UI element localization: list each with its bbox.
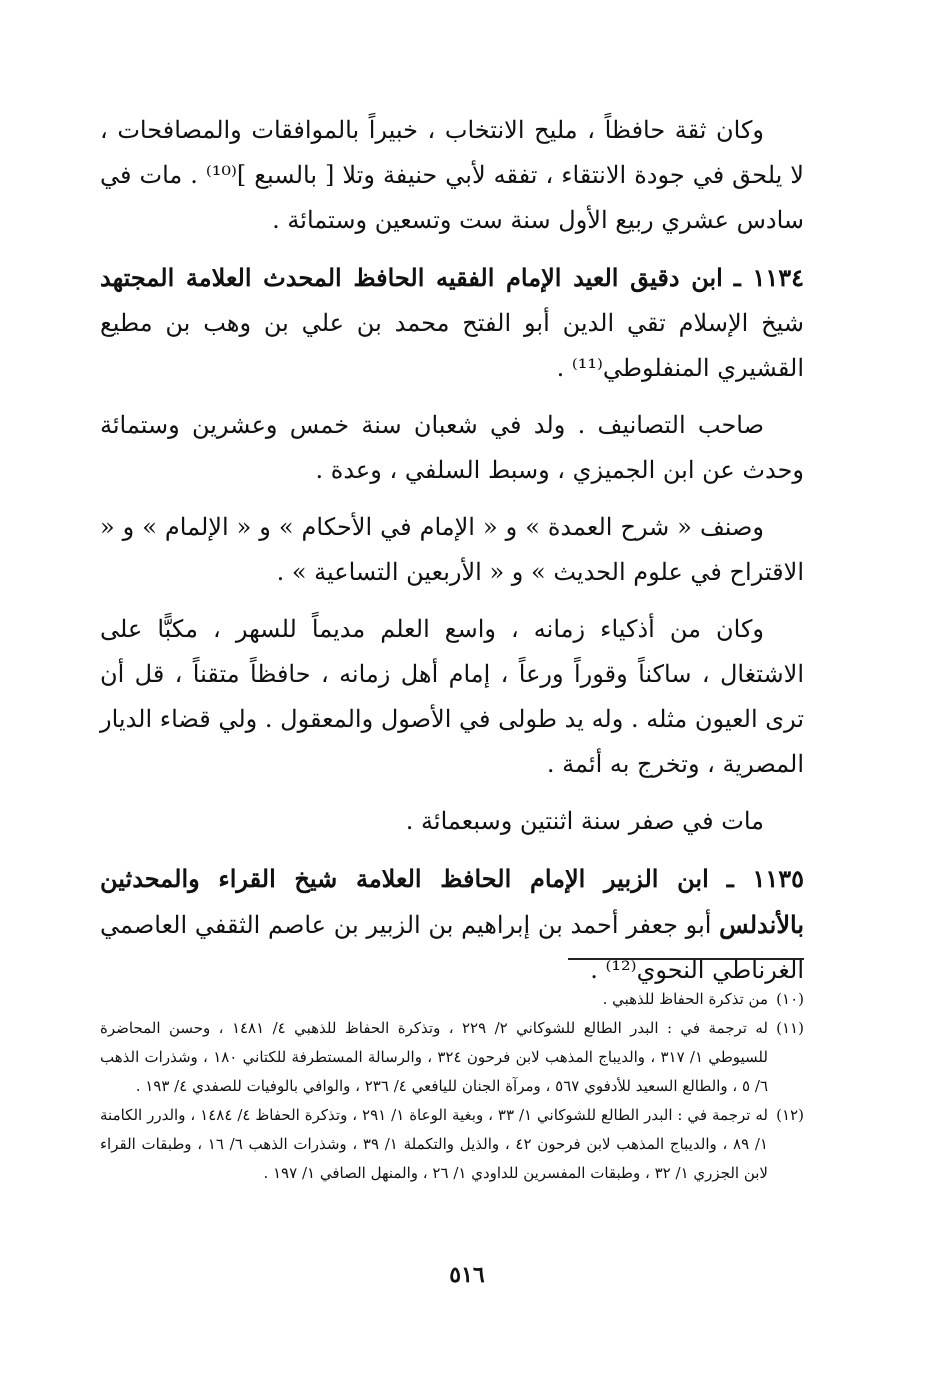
paragraph-1134-character: وكان من أذكياء زمانه ، واسع العلم مديماً للسهر ، مكبًّا على الاشتغال ، ساكناً وقوراً ورعاً ، إمام أهل زمانه ، حافظاً متقناً ، قل أن ترى العيون مثله . وله يد طولى في الأصول والمعقول . ولي قضاء الديار المصرية ، وتخرج به أئمة .	[100, 615, 805, 778]
paragraph-1134-writings: وصنف « شرح العمدة » و « الإمام في الأحكام » و « الإلمام » و « الاقتراح في علوم الحديث » و « الأربعين التساعية » .	[100, 513, 804, 586]
footnote-separator	[568, 958, 804, 960]
footnote-10-mark: (١٠)	[776, 990, 804, 1008]
footnote-12-text: له ترجمة في : البدر الطالع للشوكاني ١/ ٣٣ ، وبغية الوعاة ١/ ٢٩١ ، وتذكرة الحفاظ ٤/ ١٤٨٤ ، والدرر الكامنة ١/ ٨٩ ، والديباج المذهب لابن فرحون ٤٢ ، والذيل والتكملة ١/ ٣٩ ، وشذرات الذهب ٦/ ١٦ ، وطبقات القراء لابن الجزري ١/ ٣٢ ، وطبقات المفسرين للداودي ١/ ٢٦ ، والمنهل الصافي ١/ ١٩٧ .	[100, 1106, 768, 1182]
page-number: ٥١٦	[449, 1262, 485, 1288]
page-body	[100, 108, 804, 1005]
footnote-11-mark: (١١)	[776, 1019, 804, 1037]
entry-1134	[100, 255, 804, 391]
entry-1135-rest: أبو جعفر أحمد بن إبراهيم بن الزبير بن عاصم الثقفي العاصمي الغرناطي النحوي⁽¹²⁾ .	[100, 911, 804, 984]
entry-1134-number: ١١٣٤ ـ	[733, 263, 804, 292]
entry-1135-number: ١١٣٥ ـ	[726, 864, 805, 893]
paragraph-intro: وكان ثقة حافظاً ، مليح الانتخاب ، خبيراً بالموافقات والمصافحات ، لا يلحق في جودة الانتقاء ، تفقه لأبي حنيفة وتلا [ بالسبع ]⁽¹⁰⁾ . مات في سادس عشري ربيع الأول سنة ست وتسعين وستمائة .	[100, 116, 804, 234]
entry-1135	[100, 856, 804, 993]
paragraph-1134-death: مات في صفر سنة اثنتين وسبعمائة .	[405, 807, 764, 835]
paragraph-1134-works-birth: صاحب التصانيف . ولد في شعبان سنة خمس وعشرين وستمائة وحدث عن ابن الجميزي ، وسبط السلفي ، وعدة .	[100, 411, 804, 484]
footnotes	[100, 985, 804, 1188]
footnote-12	[100, 1101, 804, 1188]
footnote-10	[100, 985, 804, 1014]
entry-1135-heading: ابن الزبير الإمام الحافظ العلامة شيخ القراء والمحدثين بالأندلس	[100, 864, 804, 939]
entry-1134-rest: شيخ الإسلام تقي الدين أبو الفتح محمد بن علي بن وهب بن مطيع القشيري المنفلوطي⁽¹¹⁾ .	[100, 309, 804, 382]
entry-1134-heading: ابن دقيق العيد الإمام الفقيه الحافظ المحدث العلامة المجتهد	[100, 263, 723, 292]
footnote-11	[100, 1014, 804, 1101]
footnote-12-mark: (١٢)	[776, 1106, 804, 1124]
footnote-10-text: من تذكرة الحفاظ للذهبي .	[602, 990, 768, 1008]
footnote-11-text: له ترجمة في : البدر الطالع للشوكاني ٢/ ٢٢٩ ، وتذكرة الحفاظ للذهبي ٤/ ١٤٨١ ، وحسن المحاضرة للسيوطي ١/ ٣١٧ ، والديباج المذهب لابن فرحون ٣٢٤ ، والرسالة المستطرفة للكتاني ١٨٠ ، وشذرات الذهب ٦/ ٥ ، والطالع السعيد للأدفوي ٥٦٧ ، ومرآة الجنان لليافعي ٤/ ٢٣٦ ، والوافي بالوفيات للصفدي ٤/ ١٩٣ .	[100, 1019, 768, 1095]
